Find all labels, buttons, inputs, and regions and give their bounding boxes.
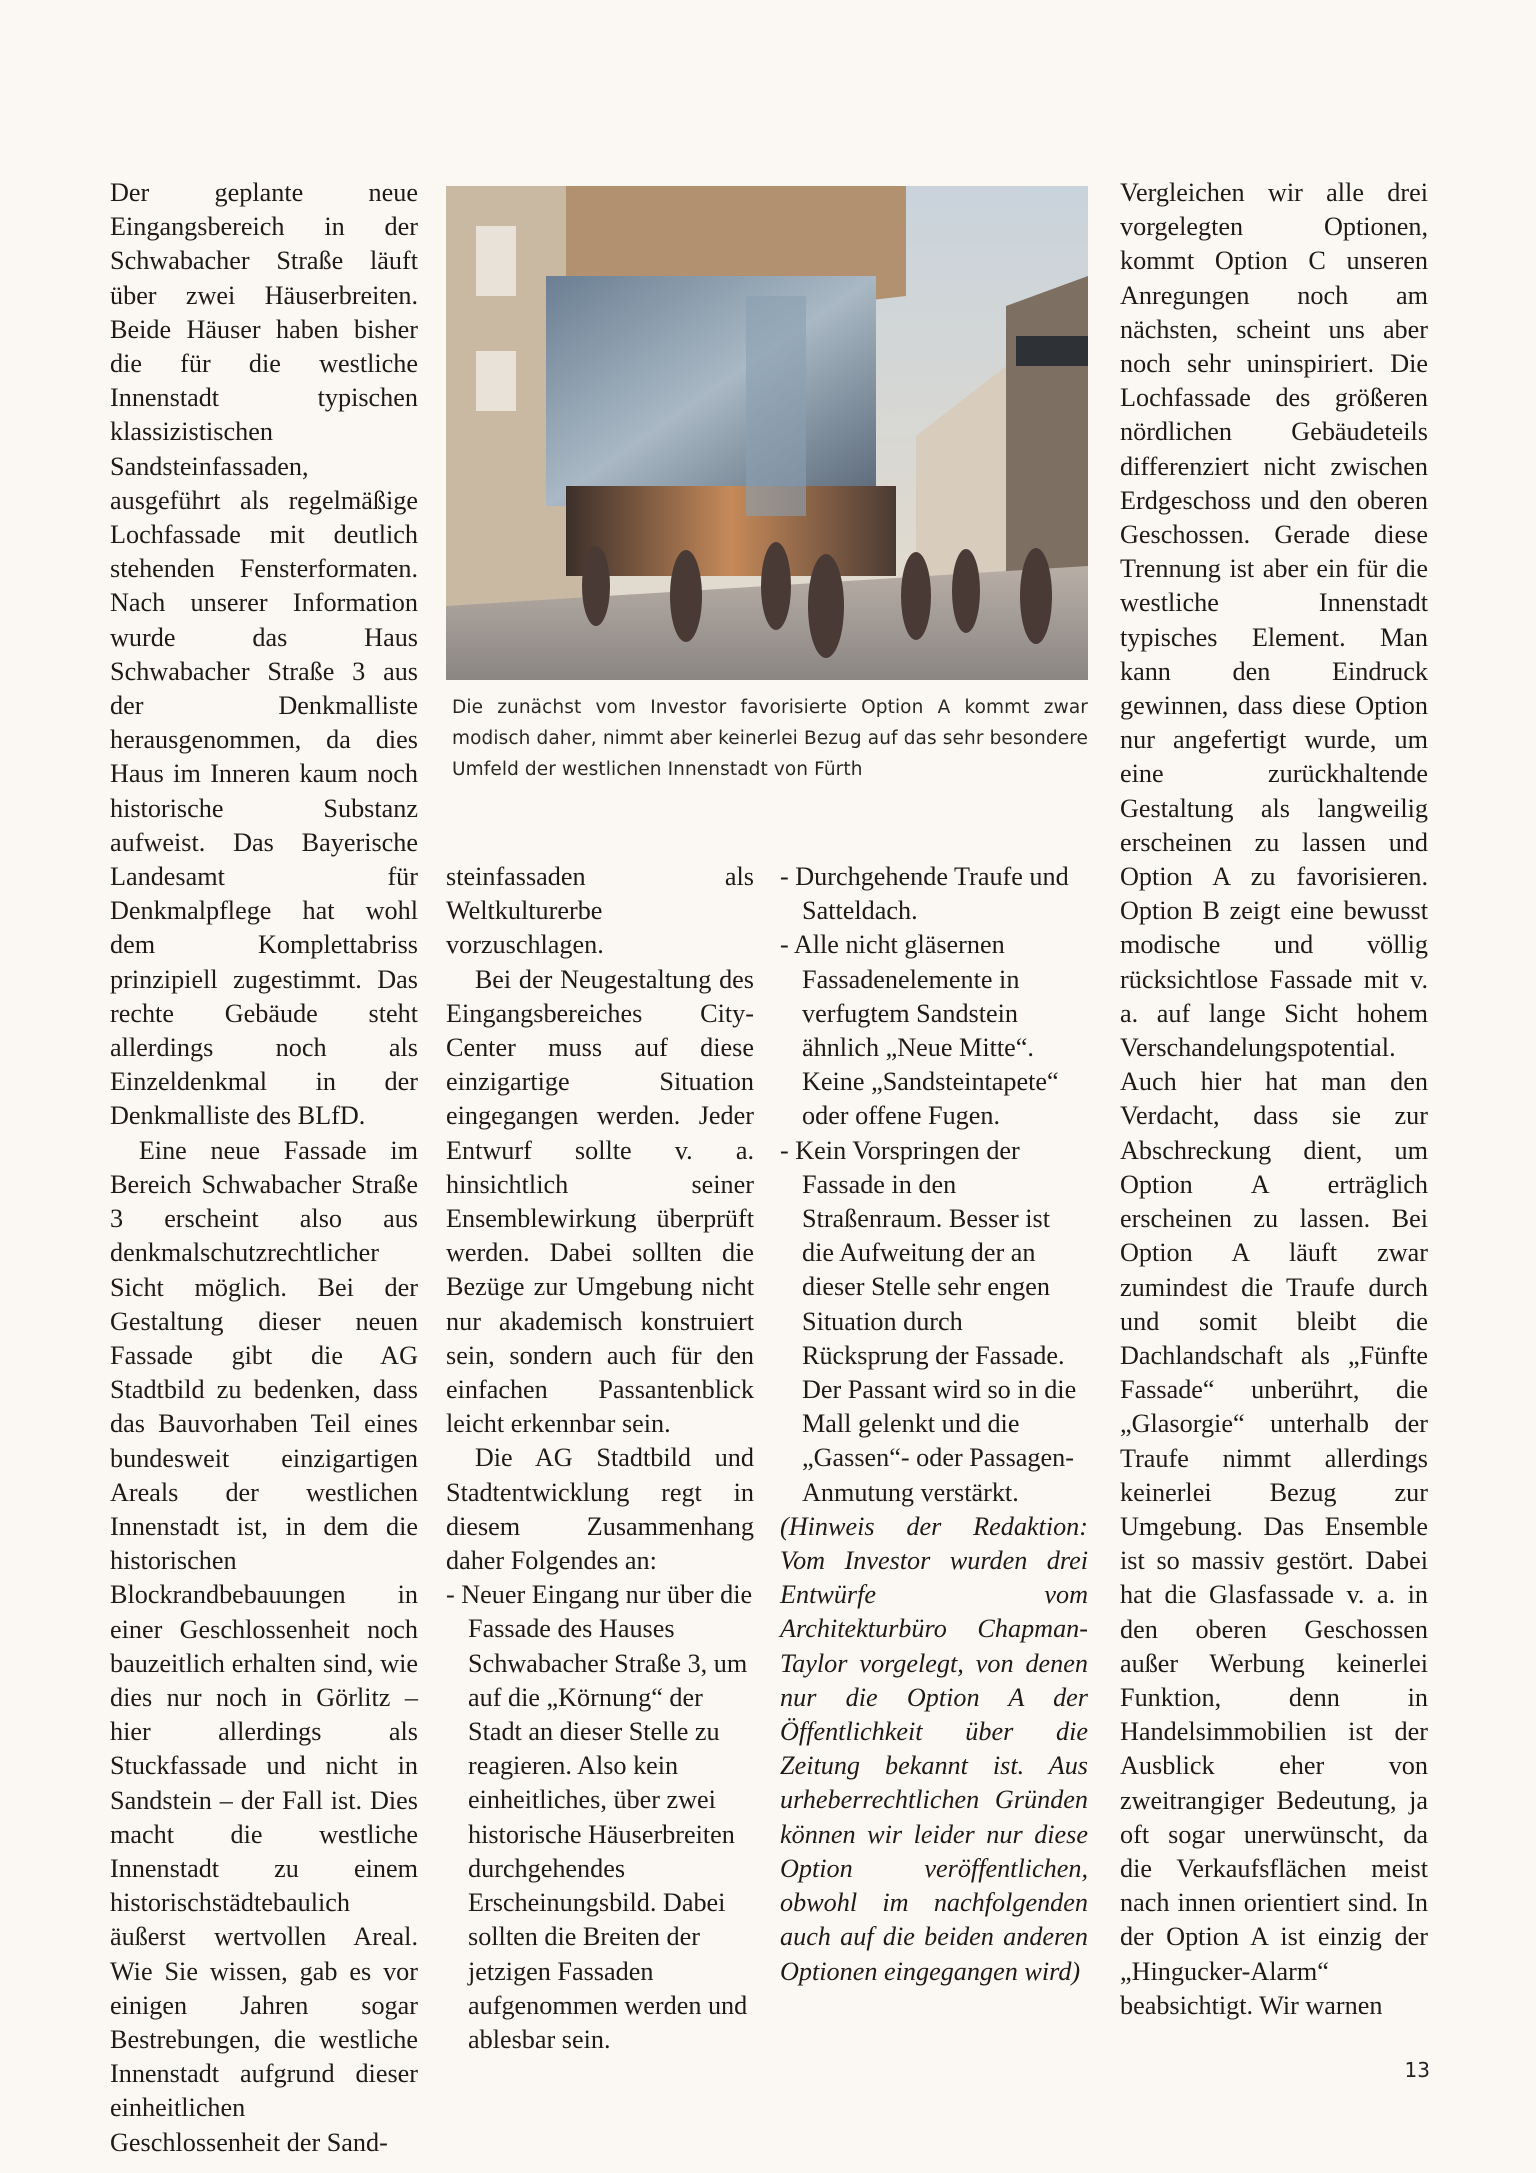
- column-4: [1120, 176, 1428, 2023]
- bullet-item: - Kein Vorspringen der Fassade in den Straßenraum. Besser ist die Aufweitung der an dieser Stelle sehr engen Situation durch Rücksprung der Fassade. Der Passant wird so in die Mall gelenkt und die „Gassen“- oder Passagen-Anmutung verstärkt.: [780, 1135, 1077, 1507]
- paragraph: Vergleichen wir alle drei vorgelegten Optionen, kommt Option C unseren Anregungen noch am nächsten, scheint uns aber noch sehr uninspiriert. Die Lochfassade des größeren nördlichen Gebäudeteils differenziert nicht zwischen Erdgeschoss und den oberen Geschossen. Gerade diese Trennung ist aber ein für die westliche Innenstadt typisches Element. Man kann den Eindruck gewinnen, dass diese Option nur angefertigt wurde, um eine zurückhaltende Gestaltung als langweilig erscheinen zu lassen und Option A zu favorisieren. Option B zeigt eine bewusst modische und völlig rücksichtlose Fassade mit v. a. auf lange Sicht hohem Verschandelungspotential. Auch hier hat man den Verdacht, dass sie zur Abschreckung dient, um Option A erträglich erscheinen zu lassen. Bei Option A läuft zwar zumindest die Traufe durch und somit bleibt die Dachlandschaft als „Fünfte Fassade“ unberührt, die „Glasorgie“ unterhalb der Traufe nimmt allerdings keinerlei Bezug zur Umgebung. Das Ensemble ist so massiv gestört. Dabei hat die Glasfassade v. a. in den oberen Geschossen außer Werbung keinerlei Funktion, denn in Handelsimmobilien ist der Ausblick eher von zweitrangiger Bedeutung, ja oft sogar unerwünscht, da die Verkaufsflächen meist nach innen orientiert sind. In der Option A ist einzig der „Hingucker-Alarm“ beabsichtigt. Wir warnen: [1120, 178, 1428, 2020]
- paragraph: Die AG Stadtbild und Stadtentwicklung regt in diesem Zusammenhang daher Folgendes an:: [446, 1443, 754, 1576]
- architecture-rendering-image: [446, 186, 1088, 680]
- paragraph: Bei der Neugestaltung des Eingangsbereiches City-Center muss auf diese einzigartige Situation eingegangen werden. Jeder Entwurf sollte v. a. hinsichtlich seiner Ensemblewirkung überprüft werden. Dabei sollten die Bezüge zur Umgebung nicht nur akademisch konstruiert sein, sondern auch für den einfachen Passantenblick leicht erkennbar sein.: [446, 964, 754, 1439]
- paragraph: Eine neue Fassade im Bereich Schwabacher Straße 3 erscheint also aus denkmalschutzrechtlicher Sicht möglich. Bei der Gestaltung dieser neuen Fassade gibt die AG Stadtbild zu bedenken, dass das Bauvorhaben Teil eines bundesweit einzigartigen Areals der westlichen Innenstadt ist, in dem die historischen Blockrandbebauungen in einer Geschlossenheit noch bauzeitlich erhalten sind, wie dies nur noch in Görlitz – hier allerdings als Stuckfassade und nicht in Sandstein – der Fall ist. Dies macht die westliche Innenstadt zu einem historischstädtebaulich äußerst wertvollen Areal. Wie Sie wissen, gab es vor einigen Jahren sogar Bestrebungen, die westliche Innenstadt aufgrund dieser einheitlichen Geschlossenheit der Sand-: [110, 1135, 418, 2157]
- column-2: [446, 860, 754, 2057]
- bullet-item: - Durchgehende Traufe und Satteldach.: [780, 862, 1069, 926]
- figure-caption: Die zunächst vom Investor favorisierte Option A kommt zwar modisch daher, nimmt aber keinerlei Bezug auf das sehr besondere Umfeld der westlichen Innenstadt von Fürth: [452, 697, 1088, 780]
- column-3: [780, 860, 1088, 1989]
- paragraph: Der geplante neue Eingangsbereich in der Schwabacher Straße läuft über zwei Häuserbreiten. Beide Häuser haben bisher die für die westliche Innenstadt typischen klassizistischen Sandsteinfassaden, ausgeführt als regelmäßige Lochfassade mit deutlich stehenden Fensterformaten. Nach unserer Information wurde das Haus Schwabacher Straße 3 aus der Denkmalliste herausgenommen, da dies Haus im Inneren kaum noch historische Substanz aufweist. Das Bayerische Landesamt für Denkmalpflege hat wohl dem Komplettabriss prinzipiell zugestimmt. Das rechte Gebäude steht allerdings noch als Einzeldenkmal in der Denkmalliste des BLfD.: [110, 178, 418, 1131]
- column-1: [110, 176, 418, 2160]
- page-number: 13: [1404, 2058, 1430, 2082]
- bullet-item: - Alle nicht gläsernen Fassadenelemente in verfugtem Sandstein ähnlich „Neue Mitte“. Keine „Sandsteintapete“ oder offene Fugen.: [780, 930, 1059, 1131]
- paragraph: steinfassaden als Weltkulturerbe vorzuschlagen.: [446, 862, 754, 960]
- bullet-item: - Neuer Eingang nur über die Fassade des Hauses Schwabacher Straße 3, um auf die „Körnung“ der Stadt an dieser Stelle zu reagieren. Also kein einheitliches, über zwei historische Häuserbreiten durchgehendes Erscheinungsbild. Dabei sollten die Breiten der jetzigen Fassaden aufgenommen werden und ablesbar sein.: [446, 1580, 753, 2054]
- editor-note: (Hinweis der Redaktion: Vom Investor wurden drei Entwürfe vom Architekturbüro Chapman-Taylor vorgelegt, von denen nur die Option A der Öffentlichkeit über die Zeitung bekannt ist. Aus urheberrechtlichen Gründen können wir leider nur diese Option veröffentlichen, obwohl im nachfolgenden auch auf die beiden anderen Optionen eingegangen wird): [780, 1511, 1088, 1986]
